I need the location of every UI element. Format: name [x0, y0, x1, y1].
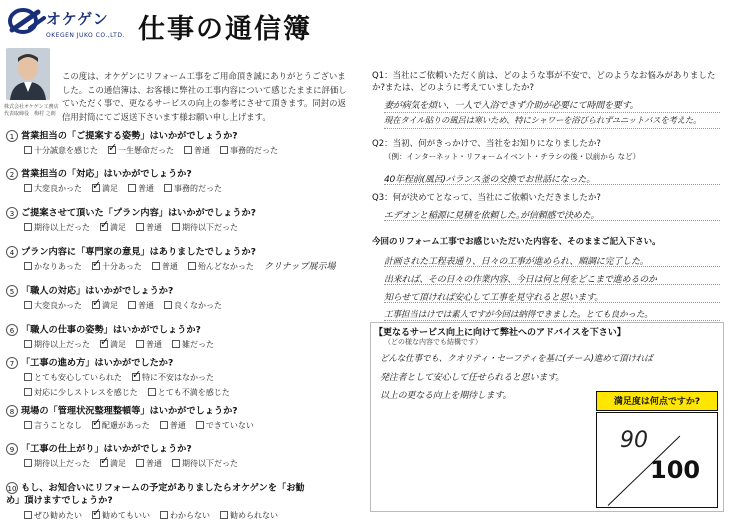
option-label: 期待以上だった [34, 340, 90, 349]
option-item[interactable] [172, 338, 214, 351]
option-label: とても安心していられた [34, 373, 122, 382]
checked-checkbox[interactable] [92, 421, 100, 429]
option-item[interactable] [100, 457, 126, 470]
option-item[interactable] [136, 338, 162, 351]
checkbox[interactable] [128, 301, 136, 309]
option-item[interactable] [24, 260, 82, 273]
q2-subtext: （例：インターネット・リフォームイベント・チラシの後・以前から など） [384, 152, 641, 161]
checkbox[interactable] [24, 459, 32, 467]
checkbox[interactable] [24, 184, 32, 192]
option-item[interactable] [132, 371, 214, 384]
advice-subtitle: （どの様な内容でも結構です） [384, 338, 482, 346]
impression-line-1: 計画された工程表通り、日々の工事が進められ、順調に完了した。 [384, 257, 649, 267]
page-title: 仕事の通信簿 [138, 14, 312, 45]
checkbox[interactable] [24, 388, 32, 396]
question-text: 現場の「管理状況整理整頓等」はいかがでしょうか? [21, 405, 238, 417]
option-item[interactable] [172, 457, 238, 470]
question-text: 「工事の進め方」はいかがでしたか? [21, 357, 174, 369]
question-2 [6, 168, 350, 195]
option-label: 良くなかった [174, 301, 222, 310]
option-label: 満足 [110, 223, 126, 232]
company-name-en: OKEGEN JUKO CO.,LTD. [46, 32, 125, 39]
option-label: 勧められない [230, 510, 278, 520]
impression-title: 今回のリフォーム工事でお感じいただいた内容を、そのままご記入下さい。 [372, 237, 661, 247]
checked-checkbox[interactable] [92, 184, 100, 192]
impression-line-4: 工事担当はけでは素人ですが今回は納得できました。とても良かった。 [384, 310, 653, 320]
option-item[interactable] [184, 144, 210, 157]
checked-checkbox[interactable] [100, 459, 108, 467]
option-item[interactable] [128, 299, 154, 312]
option-label: 期待以上だった [34, 223, 90, 232]
option-item[interactable] [24, 457, 90, 470]
option-label: 十分誠意を感じた [34, 146, 98, 155]
representative-caption [4, 104, 59, 118]
representative-photo [6, 48, 50, 100]
question-number: 6 [6, 324, 18, 336]
representative-name: 代表取締役 梅村 之朗 [4, 111, 56, 117]
question-number: 3 [6, 207, 18, 219]
option-label: 満足 [102, 301, 118, 310]
option-item[interactable] [188, 260, 254, 273]
option-label: 言うことなし [34, 421, 82, 430]
option-label: 普通 [146, 223, 162, 232]
question-title [6, 246, 350, 258]
question-text: プラン内容に「専門家の意見」はありましたでしょうか? [21, 246, 257, 258]
checkbox[interactable] [24, 262, 32, 270]
checkbox[interactable] [172, 459, 180, 467]
option-item[interactable] [148, 386, 230, 399]
q2-answer: 40年程前(風呂)バランス釜の交換でお世話になった。 [384, 175, 596, 185]
option-label: 事務的だった [230, 146, 278, 155]
option-label: 普通 [138, 184, 154, 193]
option-item[interactable] [136, 221, 162, 234]
option-item[interactable] [160, 419, 186, 432]
option-row [24, 221, 350, 234]
checked-checkbox[interactable] [92, 511, 100, 519]
option-label: わからない [170, 510, 210, 520]
question-text: ご提案させて頂いた「プラン内容」はいかがでしょうか? [21, 207, 257, 219]
option-label: 勧めてもいい [102, 510, 150, 520]
option-label: 普通 [146, 340, 162, 349]
option-label: 普通 [146, 459, 162, 468]
checkbox[interactable] [128, 184, 136, 192]
intro-text: この度は、オケゲンにリフォーム工事をご用命頂き誠にありがとうございました。この通信簿は、お客様に弊社の工事内容について感じたままに評価していただく事で、更なるサービスの向上の参考にさせて頂きます。同封の返信用封筒にてご返送下さいます様お願い申し上げます。 [62, 71, 347, 122]
option-item[interactable] [136, 457, 162, 470]
advice-line-1: どんな仕事でも、クオリティ・セーフティを基に(チーム)進めて頂ければ [380, 354, 653, 364]
q1-text: Q1：当社にご依頼いただく前は、どのような事が不安で、どのようなお悩みがありましたか?または、どのように考えていましたか? [372, 71, 716, 93]
option-label: 事務的だった [174, 184, 222, 193]
option-label: ぜひ勧めたい [34, 510, 82, 520]
option-item[interactable] [220, 144, 278, 157]
checkbox[interactable] [136, 340, 144, 348]
checkbox[interactable] [172, 340, 180, 348]
option-label: 普通 [161, 262, 178, 271]
option-row [24, 457, 350, 470]
option-item[interactable] [164, 299, 222, 312]
question-title [6, 443, 350, 455]
q1-answer-line-2: 現在タイル貼りの風呂は寒いため、特にシャワーを浴びられずユニットバスを考えた。 [384, 115, 702, 125]
option-label: 大変良かった [34, 184, 82, 193]
option-label: 普通 [138, 301, 154, 310]
advice-title: 【更なるサービス向上に向けて弊社へのアドバイスを下さい】 [374, 328, 626, 338]
option-item[interactable] [92, 509, 150, 522]
question-10 [6, 482, 350, 522]
option-item[interactable] [172, 221, 238, 234]
question-title [6, 285, 350, 297]
checkbox[interactable] [160, 421, 168, 429]
question-title [6, 357, 350, 369]
option-label: 普通 [169, 421, 186, 430]
option-item[interactable] [24, 419, 82, 432]
checkbox[interactable] [220, 511, 228, 519]
option-item[interactable] [100, 338, 126, 351]
checkbox[interactable] [184, 146, 192, 154]
q2-text: Q2：当初、何がきっかけで、当社をお知りになりましたか? [372, 139, 601, 149]
question-text: 「職人の仕事の姿勢」はいかがでしょうか? [21, 324, 201, 336]
score-value: 90 [620, 428, 648, 453]
option-label: 十分あった [101, 262, 142, 271]
checkbox[interactable] [148, 388, 156, 396]
checked-checkbox[interactable] [108, 146, 116, 154]
question-number: 10 [6, 482, 18, 494]
option-item[interactable] [92, 419, 150, 432]
impression-line-2: 出来れば、その日々の作業内容、今日は何と何をどこまで進めるのか [384, 275, 657, 285]
option-label: とても不満を感じた [157, 388, 230, 397]
option-item[interactable] [92, 260, 142, 273]
option-label: 期待以下だった [182, 459, 238, 468]
checkbox[interactable] [24, 421, 32, 429]
option-row [24, 386, 350, 399]
option-item[interactable] [24, 221, 90, 234]
option-label: 大変良かった [34, 301, 82, 310]
checkbox[interactable] [24, 146, 32, 154]
question-title [6, 405, 350, 417]
checkbox[interactable] [164, 184, 172, 192]
option-label: かなりあった [34, 262, 82, 271]
option-item[interactable] [24, 144, 98, 157]
handwritten-note: クリナップ展示場 [263, 262, 336, 272]
question-title [6, 324, 350, 336]
checkbox[interactable] [188, 262, 196, 270]
question-7 [6, 357, 350, 399]
option-label: 満足 [102, 184, 118, 193]
advice-line-3: 以上の更なる向上を期待します。 [380, 391, 512, 401]
option-label: 特に不安はなかった [142, 373, 214, 382]
checked-checkbox[interactable] [100, 223, 108, 231]
checkbox[interactable] [152, 262, 160, 270]
checkbox[interactable] [196, 421, 204, 429]
option-item[interactable] [164, 182, 222, 195]
question-number: 4 [6, 246, 18, 258]
question-5 [6, 285, 350, 312]
option-item[interactable] [100, 221, 126, 234]
option-item[interactable] [160, 509, 210, 522]
advice-line-2: 発注者として安心して任せられると思います。 [380, 373, 565, 383]
question-text: 営業担当の「対応」はいかがでしょうか? [21, 168, 192, 180]
question-title [6, 168, 350, 180]
option-label: 期待以下だった [182, 223, 238, 232]
option-label: 期待以上だった [34, 459, 90, 468]
impression-line-3: 知らせて頂ければ安心して工事を見守れると思います。 [384, 293, 604, 303]
question-number: 1 [6, 130, 18, 142]
option-item[interactable] [24, 386, 138, 399]
option-label: 満足 [110, 459, 126, 468]
question-number: 8 [6, 405, 18, 417]
question-text: 「職人の対応」はいかがでしょうか? [21, 285, 174, 297]
option-label: 対応に少しストレスを感じた [34, 388, 138, 397]
option-item[interactable] [24, 338, 90, 351]
option-row [24, 299, 350, 312]
question-text: 営業担当の「ご提案する姿勢」はいかがでしょうか? [21, 130, 238, 142]
option-label: 満足 [110, 340, 126, 349]
question-text: もし、お知合いにリフォームの予定がありましたらオケゲンを「お勧め」頂けますでしょうか? [6, 482, 305, 506]
option-label: 配慮があった [102, 421, 150, 430]
option-item[interactable] [24, 509, 82, 522]
question-1 [6, 130, 350, 157]
checkbox[interactable] [24, 511, 32, 519]
question-text: 「工事の仕上がり」はいかがでしょうか? [21, 443, 192, 455]
question-number: 2 [6, 168, 18, 180]
question-title [6, 482, 306, 507]
checked-checkbox[interactable] [132, 373, 140, 381]
option-item[interactable] [24, 182, 82, 195]
option-item[interactable] [152, 260, 178, 273]
checked-checkbox[interactable] [92, 301, 100, 309]
checkbox[interactable] [24, 301, 32, 309]
option-label: 一生懸命だった [118, 146, 174, 155]
option-item[interactable] [108, 144, 174, 157]
option-row [24, 509, 350, 522]
option-label: 雑だった [182, 340, 214, 349]
option-row [24, 182, 350, 195]
checked-checkbox[interactable] [92, 262, 100, 270]
question-title [6, 130, 350, 142]
score-max: 100 [650, 456, 701, 484]
option-label: 殆んどなかった [197, 262, 254, 271]
representative-company: 株式会社オケゲン工務店 [4, 104, 59, 110]
option-item[interactable] [128, 182, 154, 195]
option-item[interactable] [24, 371, 122, 384]
q1-answer-line-1: 妻が病気を煩い、一人で入浴できず介助が必要にて時間を要す。 [384, 101, 639, 111]
checkbox[interactable] [136, 223, 144, 231]
option-item[interactable] [92, 182, 118, 195]
checkbox[interactable] [172, 223, 180, 231]
option-row [24, 371, 350, 384]
checkbox[interactable] [24, 373, 32, 381]
company-name: オケゲン [46, 10, 109, 28]
checkbox[interactable] [160, 511, 168, 519]
checkbox[interactable] [164, 301, 172, 309]
option-label: 普通 [194, 146, 210, 155]
question-number: 7 [6, 357, 18, 369]
option-row [24, 338, 350, 351]
checked-checkbox[interactable] [100, 340, 108, 348]
option-label: できていない [205, 421, 254, 430]
checkbox[interactable] [24, 340, 32, 348]
q3-answer: エデオンと稲源に見積を依頼した｡が信頼感で決めた。 [384, 211, 600, 221]
question-title [6, 207, 350, 219]
checkbox[interactable] [24, 223, 32, 231]
option-row [24, 419, 350, 432]
question-number: 5 [6, 285, 18, 297]
question-3 [6, 207, 350, 234]
option-item[interactable] [92, 299, 118, 312]
option-row [24, 260, 350, 273]
score-label: 満足度は何点ですか? [596, 391, 718, 411]
option-item[interactable] [24, 299, 82, 312]
option-item[interactable] [220, 509, 278, 522]
q3-text: Q3：何が決めてとなって、当社にご依頼いただきましたか? [372, 193, 601, 203]
checkbox[interactable] [136, 459, 144, 467]
question-4 [6, 246, 350, 273]
okegen-logo-icon [8, 6, 46, 36]
option-item[interactable] [196, 419, 254, 432]
checkbox[interactable] [220, 146, 228, 154]
question-number: 9 [6, 443, 18, 455]
question-9 [6, 443, 350, 470]
option-row [24, 144, 350, 157]
question-6 [6, 324, 350, 351]
question-8 [6, 405, 350, 432]
